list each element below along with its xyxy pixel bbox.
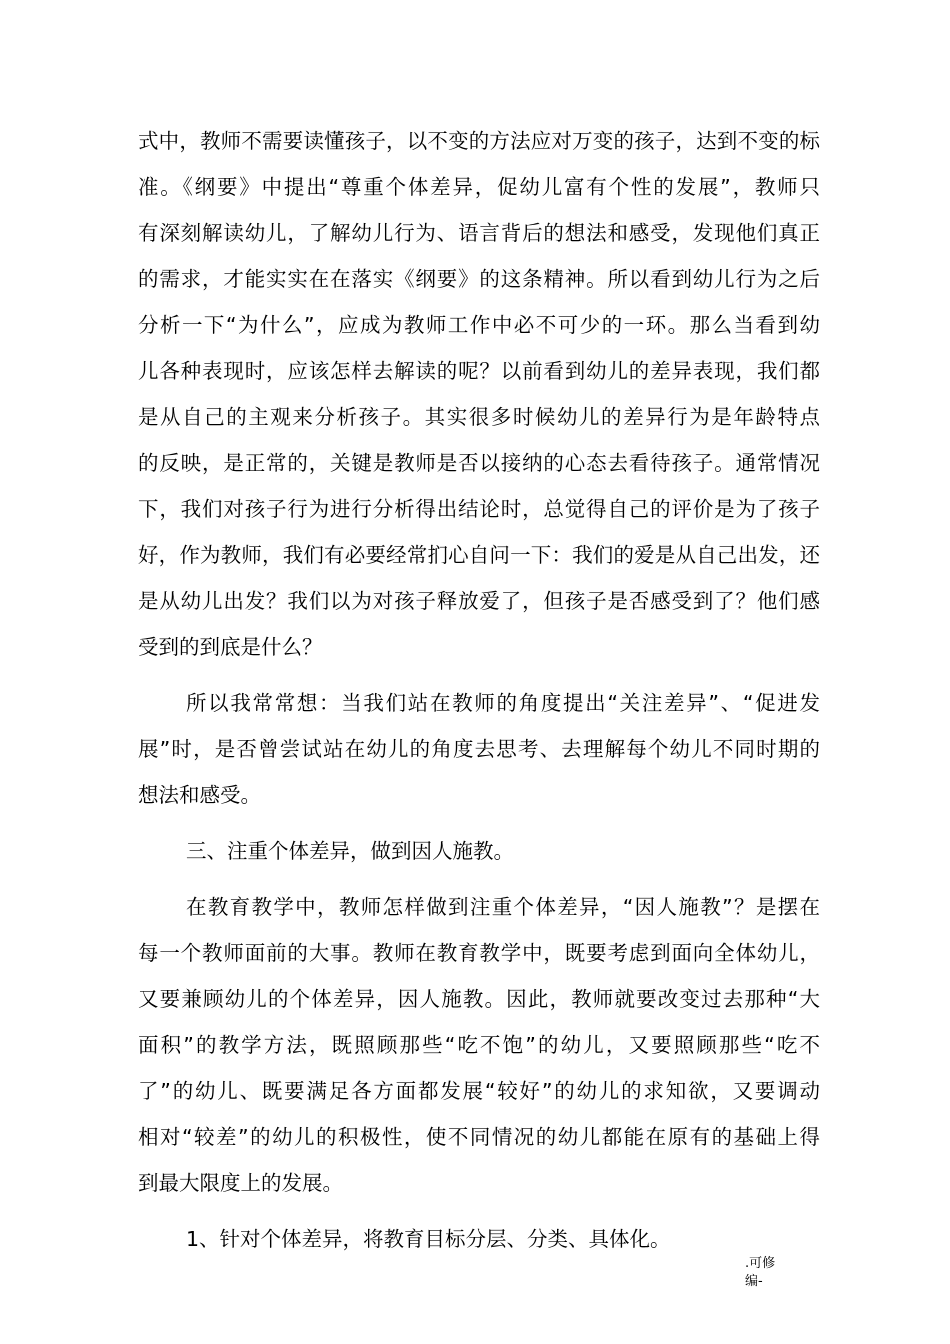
text-line: 了”的幼儿、既要满足各方面都发展“较好”的幼儿的求知欲，又要调动 <box>138 1079 820 1103</box>
text-line: 有深刻解读幼儿，了解幼儿行为、语言背后的想法和感受，发现他们真正 <box>138 221 820 245</box>
paragraph-gap <box>138 818 820 828</box>
page-footer <box>745 1255 775 1291</box>
paragraph-gap <box>138 670 820 680</box>
text-line: 想法和感受。 <box>138 783 261 807</box>
text-line: 下，我们对孩子行为进行分析得出结论时，总觉得自己的评价是为了孩子 <box>138 497 820 521</box>
footer-line-1: .可修 <box>745 1256 776 1271</box>
text-line: 分析一下“为什么”，应成为教师工作中必不可少的一环。那么当看到幼 <box>138 313 820 337</box>
paragraph-1 <box>138 118 820 670</box>
text-line: 每一个教师面前的大事。教师在教育教学中，既要考虑到面向全体幼儿， <box>138 941 820 965</box>
text-line: 的反映，是正常的，关键是教师是否以接纳的心态去看待孩子。通常情况 <box>138 451 820 475</box>
text-line: 的需求，才能实实在在落实《纲要》的这条精神。所以看到幼儿行为之后 <box>138 267 820 291</box>
text-line: 儿各种表现时，应该怎样去解读的呢？以前看到幼儿的差异表现，我们都 <box>138 359 820 383</box>
footer-line-2: 编- <box>745 1274 763 1289</box>
list-item-1: 1、针对个体差异，将教育目标分层、分类、具体化。 <box>186 1227 671 1251</box>
text-line: 又要兼顾幼儿的个体差异，因人施教。因此，教师就要改变过去那种“大 <box>138 987 820 1011</box>
document-body <box>138 118 820 1262</box>
text-line: 所以我常常想：当我们站在教师的角度提出“关注差异”、“促进发 <box>186 691 820 715</box>
paragraph-3 <box>138 884 820 1206</box>
section-heading: 三、注重个体差异，做到因人施教。 <box>186 839 514 863</box>
text-line: 相对“较差”的幼儿的积极性，使不同情况的幼儿都能在原有的基础上得 <box>138 1125 820 1149</box>
text-line: 是从幼儿出发？我们以为对孩子释放爱了，但孩子是否感受到了？他们感 <box>138 589 820 613</box>
text-line: 受到的到底是什么？ <box>138 635 323 659</box>
text-line: 面积”的教学方法，既照顾那些“吃不饱”的幼儿，又要照顾那些“吃不 <box>138 1033 820 1057</box>
text-line: 式中，教师不需要读懂孩子，以不变的方法应对万变的孩子，达到不变的标 <box>138 129 820 153</box>
paragraph-gap <box>138 1206 820 1216</box>
text-line: 准。《纲要》中提出“尊重个体差异，促幼儿富有个性的发展”，教师只 <box>138 175 820 199</box>
text-line: 在教育教学中，教师怎样做到注重个体差异，“因人施教”？是摆在 <box>186 895 820 919</box>
text-line: 到最大限度上的发展。 <box>138 1171 343 1195</box>
text-line: 是从自己的主观来分析孩子。其实很多时候幼儿的差异行为是年龄特点 <box>138 405 820 429</box>
paragraph-2 <box>138 680 820 818</box>
text-line: 好，作为教师，我们有必要经常扪心自问一下：我们的爱是从自己出发，还 <box>138 543 820 567</box>
paragraph-gap <box>138 874 820 884</box>
text-line: 展”时，是否曾尝试站在幼儿的角度去思考、去理解每个幼儿不同时期的 <box>138 737 820 761</box>
